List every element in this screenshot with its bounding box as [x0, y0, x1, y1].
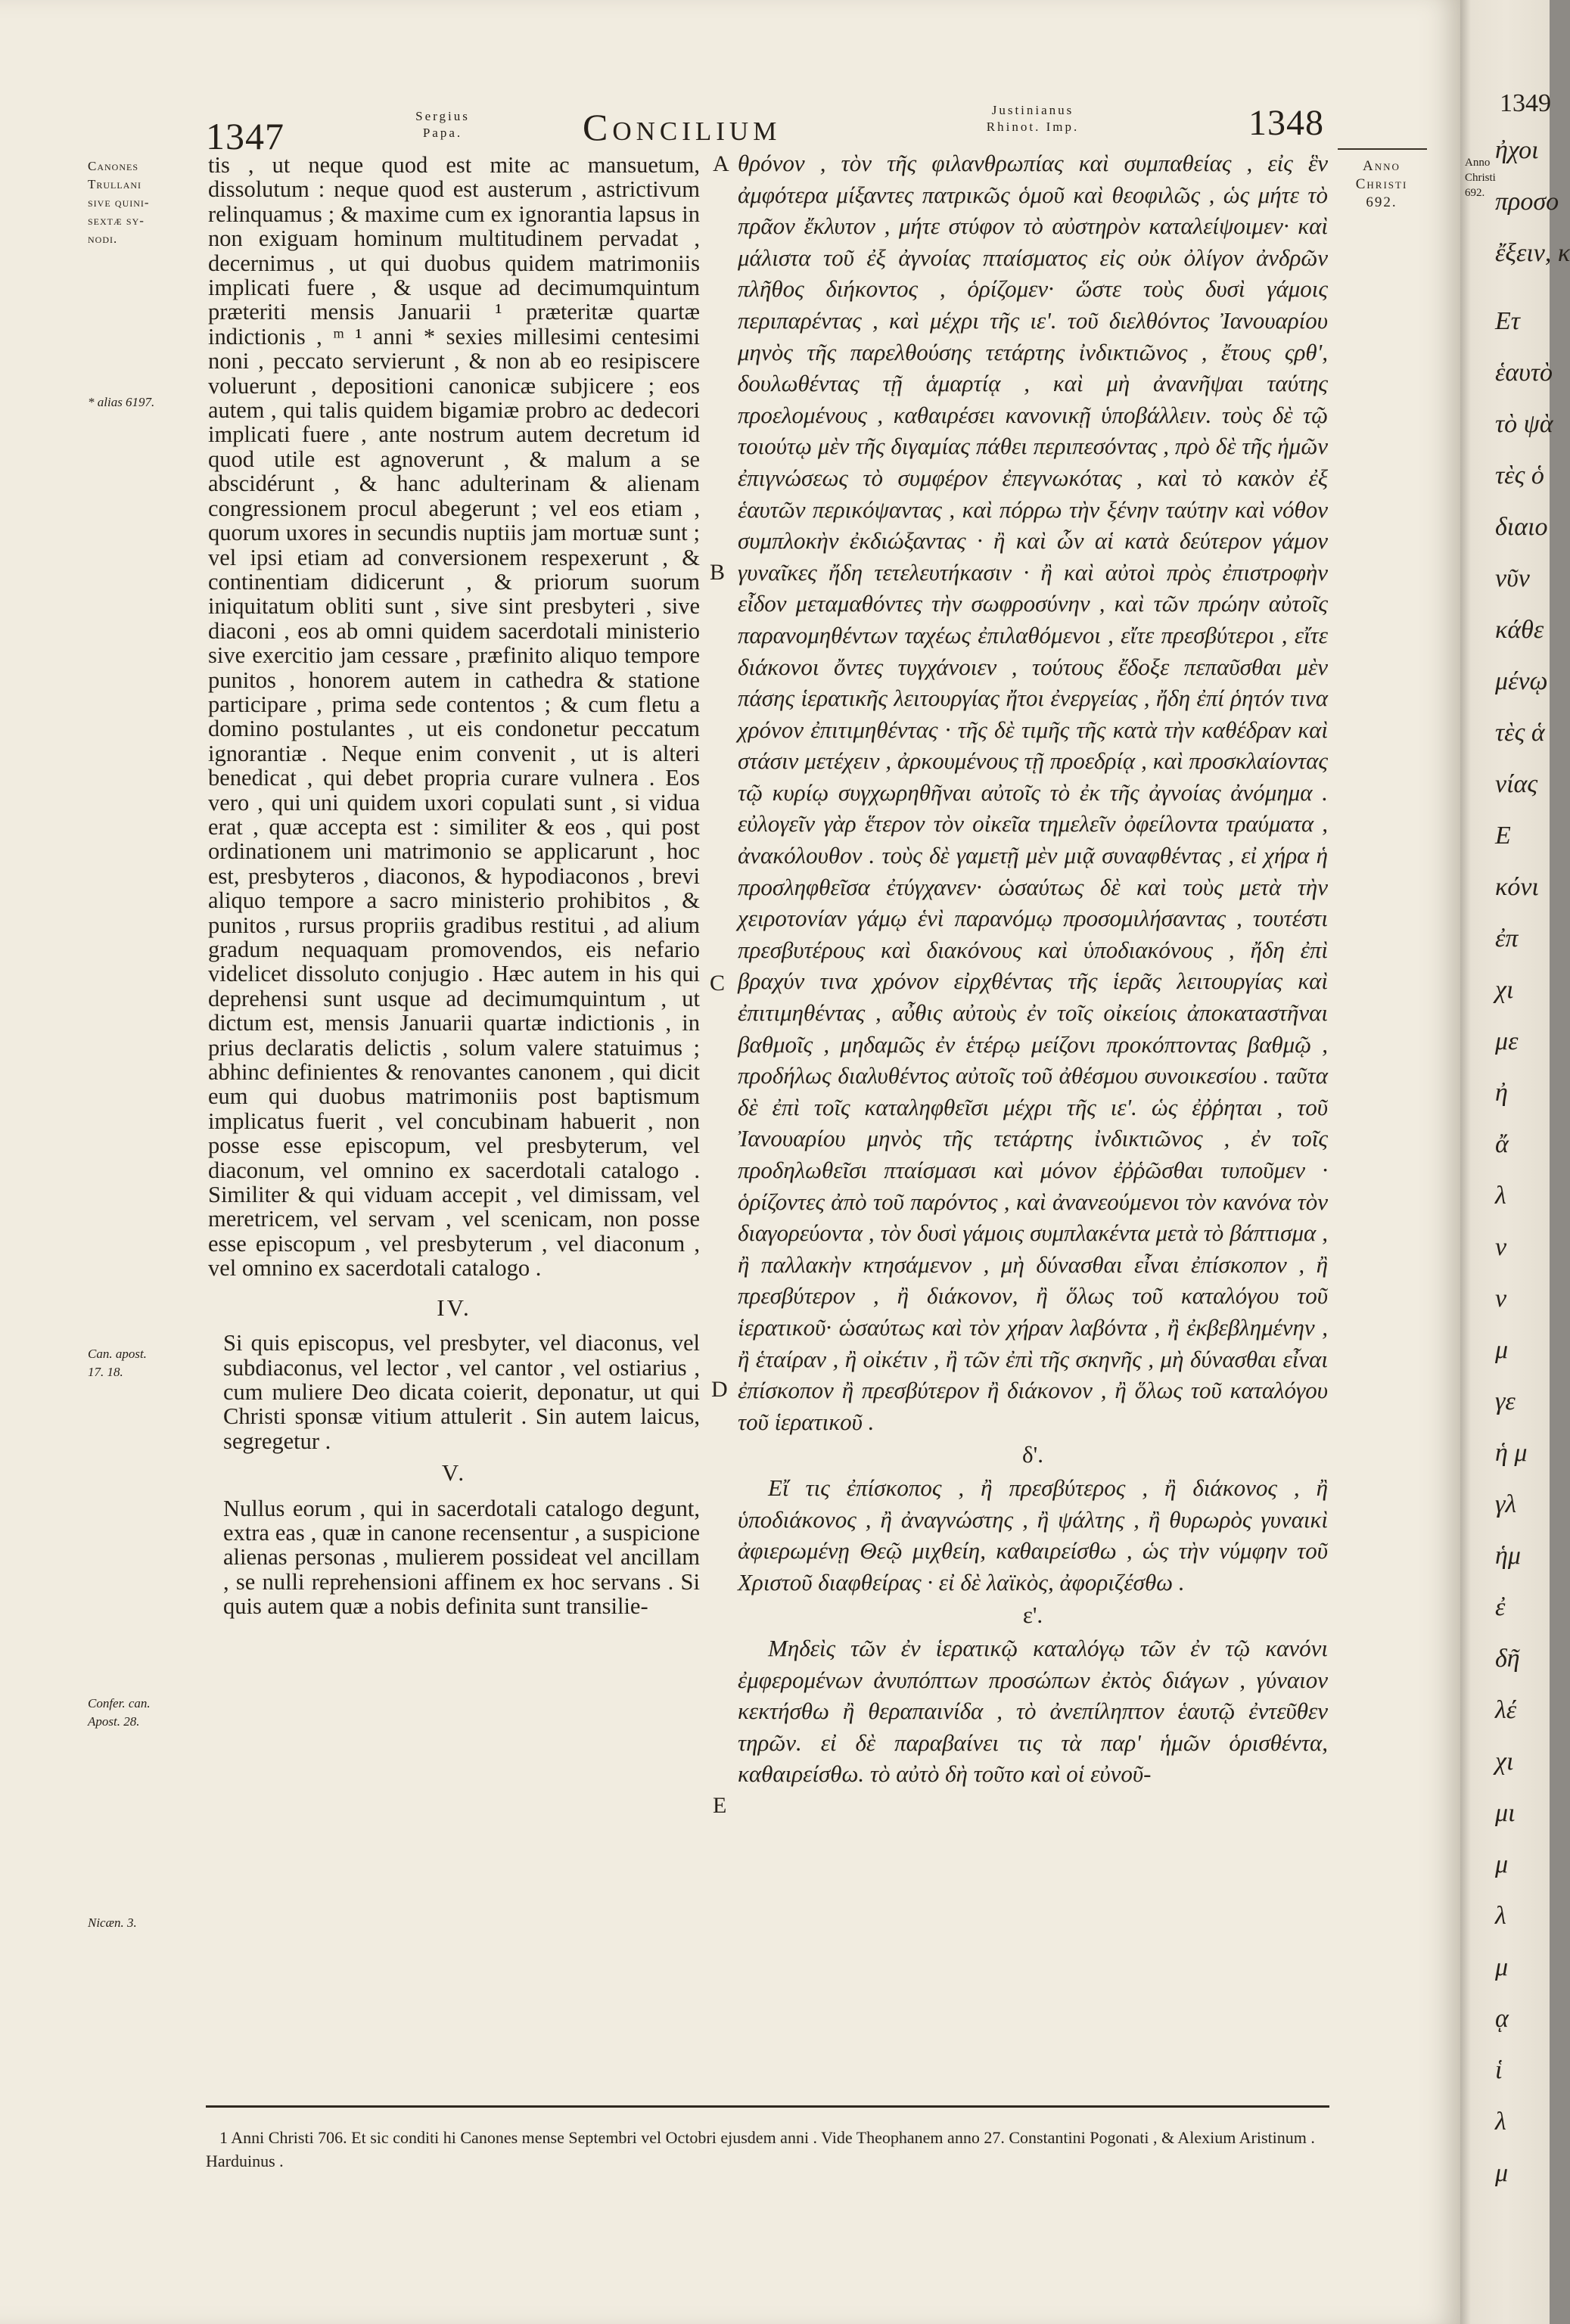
next-page-year-note: Anno Christi 692.: [1465, 157, 1496, 199]
footnote-text: 1 Anni Christi 706. Et sic conditi hi Canones mense Septembri vel Octobri ejusdem anni . Vide Theophanem anno 27. Constantini Pogonati , & Alexium Aristinum . Harduinus .: [206, 2128, 1315, 2170]
margin-note-can-apost: [88, 1345, 201, 1381]
next-page-fragment: μ: [1495, 1336, 1509, 1364]
header-emperor: [961, 102, 1105, 135]
header-emperor-name: Justinianus: [991, 103, 1074, 117]
greek-canon-5-heading: ε'.: [1022, 1602, 1043, 1629]
year-note-year: 692.: [1366, 194, 1397, 210]
footnote: [206, 2126, 1329, 2173]
margin-note-line: Trullani: [88, 177, 142, 191]
next-page-fragment: γλ: [1495, 1490, 1517, 1518]
margin-note-line: nodi.: [88, 231, 118, 246]
greek-canon-4-text: Εἴ τις ἐπίσκοπος , ἢ πρεσβύτερος , ἢ διάκονος , ἢ ὑποδιάκονος , ἢ ἀναγνώστης , ἢ ψάλτης , ἢ θυρωρὸς γυναικὶ ἀφιερωμένῃ Θεῷ μιχθείη, καθαιρείσθω , ὡς τὴν νύμφην τοῦ Χριστοῦ διαφθείρας · εἰ δὲ λαϊκὸς, ἀφοριζέσθω .: [738, 1474, 1328, 1595]
next-page-fragment: λ: [1495, 1902, 1506, 1930]
next-page-fragment: Ετ: [1495, 307, 1520, 335]
latin-canon-4-text: Si quis episcopus, vel presbyter, vel diaconus, vel subdiaconus, vel lector , vel cantor , vel ostiarius , cum muliere Deo dicata coierit, deponatur, ut qui Christi sponsæ vitium attulerit . Sin autem laicus, segregetur .: [223, 1330, 700, 1454]
next-page-fragment: τὸ ψὰ: [1495, 410, 1553, 438]
anno-rule: [1338, 148, 1427, 150]
margin-note-line: sive quini-: [88, 195, 150, 210]
margin-note-canones: [88, 157, 201, 248]
next-page-fragment: ἡμ: [1495, 1542, 1521, 1570]
latin-canon-3-text: tis , ut neque quod est mite ac mansuetum, dissolutum : neque quod est austerum , astrictivum relinquamus ; & maxime cum ex ignorantia lapsus in non exiguam hominum multitudinem pervadat , decernimus , ut qui duobus quidem matrimoniis implicati fuere , & usque ad decimumquintum præteriti mensis Januarii ¹ præteritæ quartæ indictionis , ᵐ ¹ anni * sexies millesimi centesimi noni , peccato servierunt , & non ab eo resipiscere voluerunt , depositioni canonicæ subjicere ; eos autem , qui talis quidem bigamiæ probro ac dedecori implicati fuere , ante nostrum autem decretum id quod utile est agnoverunt , & malum a se abscidérunt , & hanc adulterinam & alienam congressionem procul abegerunt ; vel eos etiam , quorum uxores in secundis nuptiis jam mortuæ sunt ; vel ipsi etiam ad conversionem respexerunt , & continentiam didicerunt , & priorum suorum iniquitatum obliti sunt , sive sint presbyteri , sive diaconi , eos ab omni quidem sacerdotali ministerio sive exercitio jam cessare , præfinito aliquo tempore punitos , honorem autem in cathedra & statione participare , prima sede contentos ; & cum fletu a domino postulantes , ut eis condonetur peccatum ignorantiæ . Neque enim convenit , ut is alteri benedicat , qui debet propria curare vulnera . Eos vero , qui uni quidem uxori copulati sunt , si vidua erat , quæ accepta est : similiter & eos , qui post ordinationem uni matrimonio se applicarunt , hoc est, presbyteros , diaconos, & hypodiaconos , brevi aliquo tempore a sacro ministerio prohibitos , & punitos , rursus propriis gradibus restitui , ad alium gradum nequaquam promovendos, eis nefario videlicet dissoluto conjugio . Hæc autem in his qui deprehensi sunt usque ad decimumquintum , ut dictum est, mensis Januarii quartæ indictionis , in prius declaratis delictis , solum valere statuimus ; abhinc definientes & renovantes canonem , qui dicit eum qui duobus matrimoniis post baptismum implicatus fuerit , vel concubinam habuerit , non posse esse episcopum, vel presbyterum, vel diaconum, vel omnino ex sacerdotali catalogo . Similiter & qui viduam accepit , vel dimissam, vel meretricem, vel servam , vel scenicam, non posse esse episcopum , vel presbyterum , vel diaconum , vel omnino ex sacerdotali catalogo .: [208, 152, 700, 1282]
year-note-label: Anno: [1363, 158, 1401, 174]
greek-canon-5-text: Μηδεὶς τῶν ἐν ἱερατικῷ καταλόγῳ τῶν ἐν τῷ κανόνι ἐμφερομένων ἀνυπόπτων προσώπων ἐκτὸς διάγων , γύναιον κεκτήσθω ἢ θεραπαινίδα , τὸ ἀνεπίληπτον ἑαυτῷ ἐντεῦθεν τηρῶν. εἰ δὲ παραβαίνει τις τὰ παρ' ἡμῶν ὁρισθέντα, καθαιρείσθω. τὸ αὐτὸ δὴ τοῦτο καὶ οἱ εὐνοῦ-: [738, 1634, 1328, 1788]
year-note: [1329, 157, 1435, 212]
page-title: Concilium: [583, 106, 782, 148]
next-page-fragment: κάθε: [1495, 616, 1544, 644]
next-page-fragment: μι: [1495, 1799, 1516, 1827]
greek-canon-4-heading: δ'.: [1022, 1441, 1043, 1468]
margin-note-nicaen: [88, 1914, 201, 1932]
next-page-fragment: μ: [1495, 1850, 1509, 1878]
next-page-fragment: νίας: [1495, 770, 1538, 798]
next-page-fragment: νῦν: [1495, 564, 1530, 592]
margin-note-line: Confer. can.: [88, 1696, 151, 1710]
next-page-fragment: Ε: [1495, 822, 1511, 850]
next-page-fragment: χι: [1495, 976, 1514, 1004]
next-page-number: 1349: [1500, 89, 1551, 117]
next-page-fragment: ἠ: [1495, 1079, 1508, 1107]
footnote-rule: [206, 2105, 1329, 2108]
section-letter-a: A: [713, 151, 729, 176]
next-page-fragment: ἱ: [1495, 2056, 1503, 2084]
next-page-fragment: γε: [1495, 1387, 1516, 1415]
next-page-fragment: ἔξειν, κ: [1495, 239, 1570, 267]
next-page-fragment: προσο: [1495, 188, 1559, 216]
next-page-fragment: ἠχοι: [1495, 136, 1539, 164]
next-page-fragment: τὲς ἁ: [1495, 719, 1545, 747]
section-letter-d: D: [711, 1377, 728, 1402]
header-pope: [378, 108, 507, 141]
margin-note-line: sextæ sy-: [88, 213, 145, 228]
header-pope-name: Sergius: [415, 109, 470, 123]
header-pope-title: Papa.: [422, 126, 463, 140]
margin-note-confer: [88, 1695, 201, 1731]
next-page-fragment: μένῳ: [1495, 667, 1548, 695]
next-page-fragment: λ: [1495, 1182, 1506, 1210]
next-page-fragment: ἐπ: [1495, 924, 1519, 952]
next-page-fragment: μ: [1495, 2159, 1509, 2187]
margin-note-line: Canones: [88, 159, 139, 173]
greek-canon-3-text: θρόνον , τὸν τῆς φιλανθρωπίας καὶ συμπαθείας , εἰς ἓν ἀμφότερα μίξαντες πατρικῶς ὁμοῦ καὶ θεοφιλῶς , ὡς μήτε τὸ πρᾶον ἔκλυτον , μήτε στύφον τὸ αὐστηρὸν καταλείψοιμεν· καὶ μάλιστα τοῦ ἐξ ἀγνοίας πταίσματος εἰς οὐκ ὀλίγον ἀνδρῶν πλῆθος διήκοντος , ὁρίζομεν· ὥστε τοὺς δυσὶ γάμοις περιπαρέντας , καὶ μέχρι τῆς ιε'. τοῦ διελθόντος Ἰανουαρίου μηνὸς τῆς παρελθούσης τετάρτης ἰνδικτιῶνος , ἔτους ςρθ', δουλωθέντας τῇ ἁμαρτίᾳ , καὶ μὴ ἀνανῆψαι ταύτης προελομένους , καθαιρέσει κανονικῇ ὑποβάλλειν. τοὺς δὲ τῷ τοιούτῳ μὲν τῆς διγαμίας πάθει περιπεσόντας , πρὸ δὲ τῆς ἡμῶν ἐπιγνώσεως τὸ συμφέρον ἐπεγνωκότας , καὶ τὸ κακὸν ἐξ ἑαυτῶν περικόψαντας , καὶ πόρρω τὴν ξένην ταύτην καὶ νόθον συμπλοκὴν ἐκδιώξαντας · ἢ καὶ ὧν αἱ κατὰ δεύτερον γάμον γυναῖκες ἤδη τετελευτήκασιν · ἢ καὶ αὐτοὶ πρὸς ἐπιστροφὴν εἶδον μεταμαθόντες τὴν σωφροσύνην , καὶ τῶν πρώην αὐτοῖς παρανομηθέντων ταχέως ἐπιλαθόμενοι , εἴτε πρεσβύτεροι , εἴτε διάκονοι ὄντες τυγχάνοιεν , τούτους ἔδοξε πεπαῦσθαι μὲν πάσης ἱερατικῆς λειτουργίας ἤτοι ἐνεργείας , ἤδη ἐπί ῥητόν τινα χρόνον ἐπιτιμηθέντας · τῆς δὲ τιμῆς τῆς κατὰ τὴν καθέδραν καὶ στάσιν μετέχειν , ἀρκουμένους τῇ προεδρίᾳ , καὶ προσκλαίοντας τῷ κυρίῳ συγχωρηθῆναι αὐτοῖς τὸ ἐκ τῆς ἀγνοίας ἀνόμημα . εὐλογεῖν γὰρ ἕτερον τὸν οἰκεῖα τημελεῖν ὀφείλοντα τραύματα , ἀνακόλουθον . τοὺς δὲ γαμετῇ μὲν μιᾷ συναφθέντας , εἰ χήρα ἡ προσληφθεῖσα ἐτύγχανεν· ὡσαύτως δὲ καὶ τοὺς μετὰ τὴν χειροτονίαν γάμῳ ἑνὶ παρανόμῳ προσομιλήσαντας , τουτέστι πρεσβυτέρους καὶ διακόνους καὶ ὑποδιακόνους , ἤδη ἐπὶ βραχύν τινα χρόνον εἰρχθέντας τῆς ἱερᾶς λειτουργίας καὶ ἐπιτιμηθέντας , αὖθις αὐτοὺς ἐν τοῖς οἰκείοις ἀποκαταστῆναι βαθμοῖς , μηδαμῶς ἐν ἑτέρῳ μείζονι προκόπτοντας βαθμῷ , προδήλως διαλυθέντος αὐτοῖς τοῦ ἀθέσμου συνοικεσίου . ταῦτα δὲ ἐπὶ τοῖς καταληφθεῖσι μέχρι τῆς ιε'. ὡς ἐῤῥηται , τοῦ Ἰανουαρίου μηνὸς τῆς τετάρτης ἰνδικτιῶνος , ἐν τοῖς προδηλωθεῖσι πταίσμασι καὶ μόνον ἐῤῥῶσθαι τυποῦμεν · ὁρίζοντες ἀπὸ τοῦ παρόντος , καὶ ἀνανεούμενοι τὸν κανόνα τὸν διαγορεύοντα , τὸν δυσὶ γάμοις συμπλακέντα μετὰ τὸ βάπτισμα , ἢ παλλακὴν κτησάμενον , μὴ δύνασθαι εἶναι ἐπίσκοπον , ἢ πρεσβύτερον , ἢ διάκονον, ἢ ὅλως τοῦ καταλόγου τοῦ ἱερατικοῦ· ὡσαύτως καὶ τὸν χήραν λαβόντα , ἢ ἐκβεβλημένην , ἢ ἑταίραν , ἢ οἰκέτιν , ἢ τῶν ἐπὶ τῆς σκηνῆς , μὴ δύνασθαι εἶναι ἐπίσκοπον ἢ πρεσβύτερον ἢ διάκονον , ἢ ὅλως τοῦ καταλόγου τοῦ ἱερατικοῦ .: [738, 150, 1328, 1435]
greek-column: [738, 148, 1328, 1790]
header-emperor-title: Rhinot. Imp.: [986, 120, 1080, 134]
latin-canon-4-heading: IV.: [437, 1294, 471, 1321]
next-page-fragment: κόνι: [1495, 873, 1539, 901]
next-page-fragment: ᾳ: [1495, 2005, 1509, 2033]
next-page-fragment: με: [1495, 1027, 1519, 1055]
margin-note-line: Nicæn. 3.: [88, 1915, 137, 1930]
latin-canon-5-text: Nullus eorum , qui in sacerdotali catalogo degunt, extra eas , quæ in canone recensentur , a suspicione alienas personas , mulierem possideat vel ancillam , se nulli reprehensioni affinem ex hoc servans . Si quis autem quæ a nobis definita sunt transilie-: [223, 1495, 700, 1620]
next-page-fragment: δῆ: [1495, 1645, 1520, 1673]
next-page-fragment: μ: [1495, 1953, 1509, 1981]
section-letter-c: C: [710, 971, 726, 996]
next-page-fragment: ἑαυτὸ: [1495, 359, 1553, 387]
next-page-fragment: ἄ: [1495, 1130, 1509, 1158]
next-page-fragment: ν: [1495, 1285, 1507, 1313]
margin-note-line: 17. 18.: [88, 1365, 123, 1379]
page-number-left: 1347: [206, 115, 284, 157]
next-page-fragment: λ: [1495, 2108, 1506, 2136]
margin-note-line: Apost. 28.: [88, 1714, 140, 1729]
year-note-era: Christi: [1355, 176, 1408, 192]
next-page-fragment: τὲς ὁ: [1495, 461, 1544, 489]
next-page-fragment: ἐ: [1495, 1593, 1506, 1621]
next-page-fragment: χι: [1495, 1748, 1514, 1776]
margin-note-alias: [88, 393, 201, 412]
next-page-fragment: ν: [1495, 1233, 1507, 1261]
page-number-right: 1348: [1248, 103, 1324, 143]
next-page-fragment: ἡ μ: [1495, 1439, 1528, 1467]
margin-note-line: * alias 6197.: [88, 395, 155, 409]
latin-canon-5-heading: V.: [441, 1459, 467, 1487]
next-page-fragment: διαιο: [1495, 513, 1548, 541]
section-letter-e: E: [713, 1793, 727, 1818]
latin-column: [208, 153, 700, 1619]
book-page-right-edge: [1460, 0, 1570, 2324]
next-page-fragment: λέ: [1495, 1696, 1517, 1724]
margin-note-line: Can. apost.: [88, 1347, 147, 1361]
section-letter-b: B: [710, 560, 726, 585]
